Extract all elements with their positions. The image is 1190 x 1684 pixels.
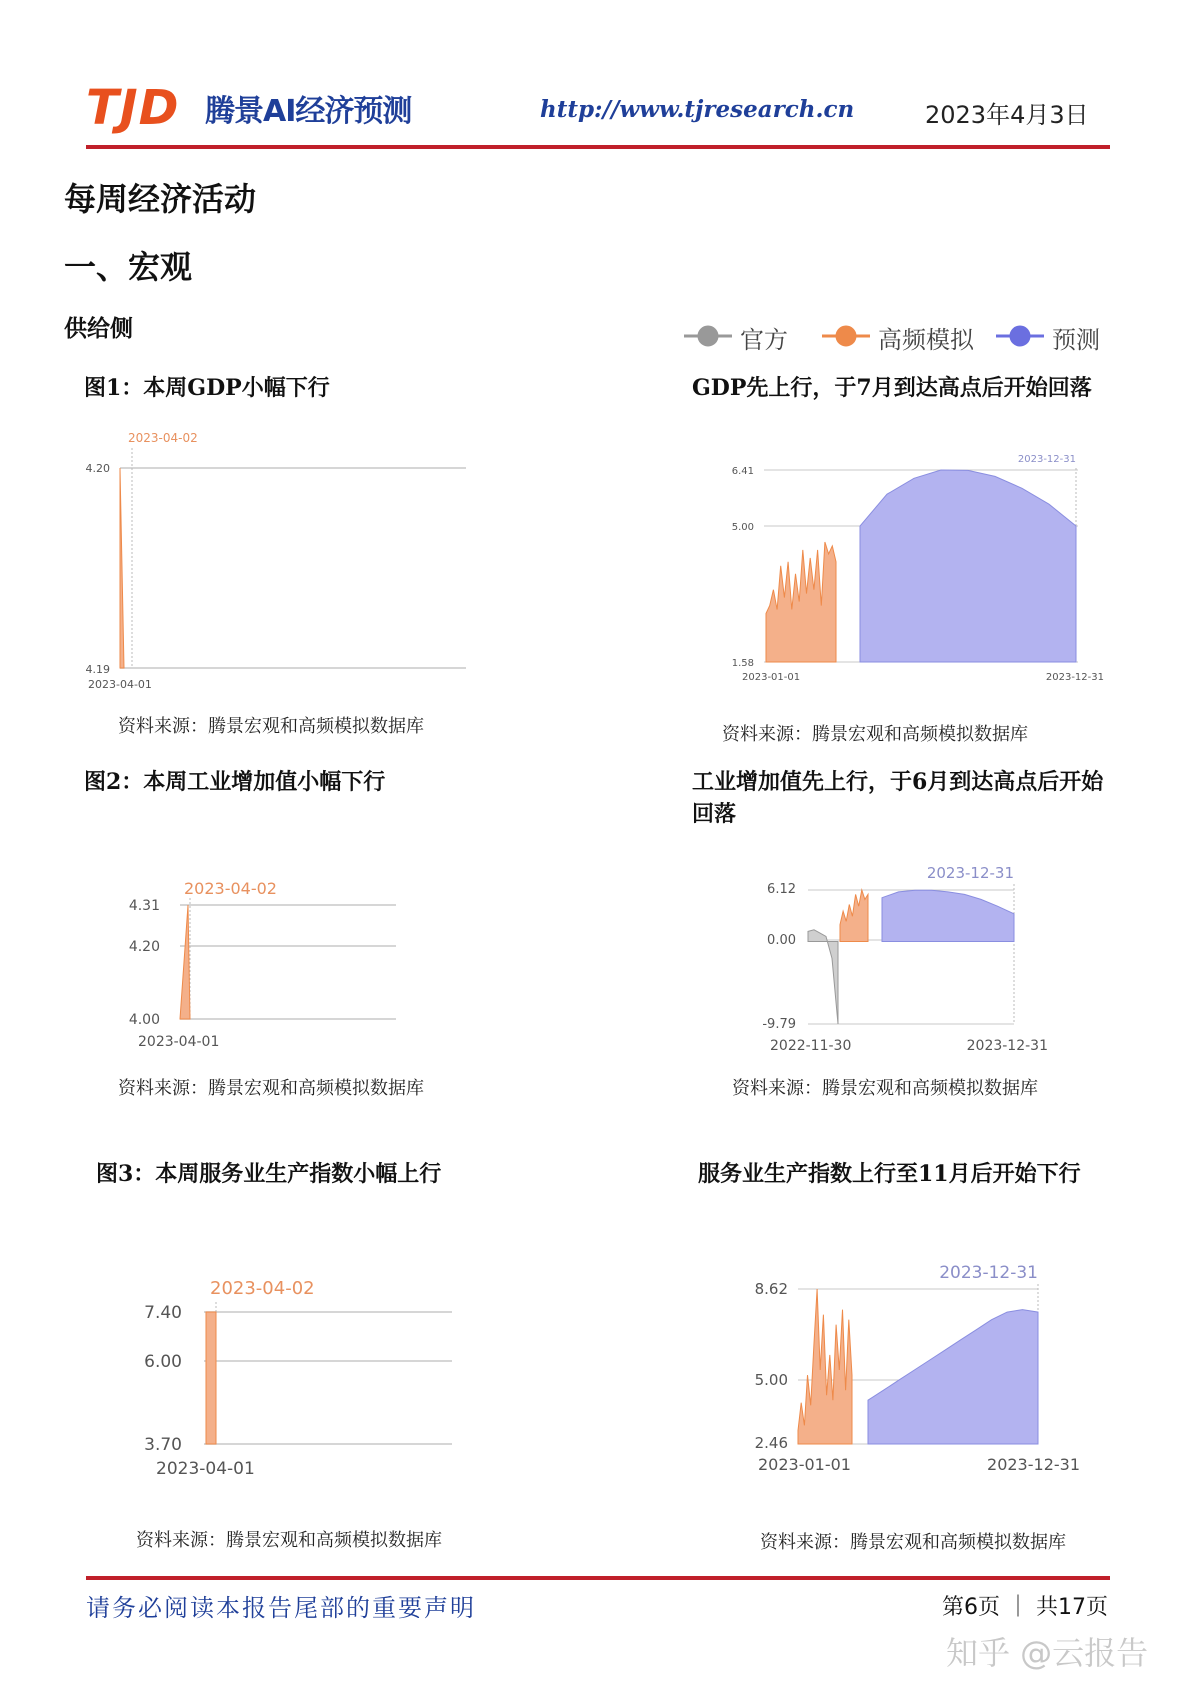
footer-divider <box>86 1576 1110 1580</box>
chart-3-ytick-top: 7.40 <box>144 1303 182 1323</box>
chart-1-xtick: 2023-04-01 <box>88 678 152 691</box>
chart-2-ytick-mid: 4.20 <box>128 939 160 955</box>
chart-2b-xtick-start: 2022-11-30 <box>770 1038 852 1054</box>
chart-2b-ytick-bottom: -9.79 <box>762 1017 796 1032</box>
chart-3-ytick-mid: 6.00 <box>144 1352 182 1372</box>
chart-2b-area-forecast <box>882 890 1014 941</box>
figure-2b-source: 资料来源：腾景宏观和高频模拟数据库 <box>732 1078 1038 1099</box>
chart-2b-marker-label: 2023-12-31 <box>926 864 1014 882</box>
chart-1b-area-highfreq <box>766 542 836 662</box>
chart-1b-xtick-start: 2023-01-01 <box>742 672 801 683</box>
figure-1b-source: 资料来源：腾景宏观和高频模拟数据库 <box>722 724 1028 745</box>
category-title: 供给侧 <box>64 315 133 342</box>
subsection-title: 一、宏观 <box>64 248 193 286</box>
chart-2b <box>752 860 1052 1060</box>
logo-tjd: TJD <box>86 80 180 136</box>
figure-2b-title: 工业增加值先上行，于6月到达高点后开始回落 <box>692 769 1104 827</box>
chart-2-area-highfreq <box>180 905 190 1019</box>
figure-2-title: 图2：本周工业增加值小幅下行 <box>84 769 386 795</box>
chart-2-ytick-bottom: 4.00 <box>128 1012 160 1028</box>
legend-label-highfreq: 高频模拟 <box>878 326 974 354</box>
legend-official-marker-icon <box>682 324 734 348</box>
legend-forecast-marker-icon <box>994 324 1046 348</box>
chart-1 <box>66 420 486 700</box>
header-divider <box>86 145 1110 149</box>
chart-3-area-highfreq <box>206 1312 216 1444</box>
chart-3-marker-label: 2023-04-02 <box>210 1278 315 1299</box>
chart-3b-ytick-top: 8.62 <box>754 1280 788 1298</box>
chart-1b-marker-label: 2023-12-31 <box>1017 454 1076 465</box>
legend-highfreq-marker-icon <box>820 324 872 348</box>
chart-2-xtick: 2023-04-01 <box>138 1034 220 1050</box>
chart-2-ytick-top: 4.31 <box>128 898 160 914</box>
chart-2 <box>110 870 410 1060</box>
figure-1-source: 资料来源：腾景宏观和高频模拟数据库 <box>118 716 424 737</box>
chart-3-xtick: 2023-04-01 <box>156 1459 255 1479</box>
chart-1-ytick-top: 4.20 <box>85 462 110 475</box>
figure-3-title: 图3：本周服务业生产指数小幅上行 <box>96 1161 442 1187</box>
chart-1-ytick-bottom: 4.19 <box>85 663 110 676</box>
chart-3b-marker-label: 2023-12-31 <box>939 1263 1038 1283</box>
chart-3b <box>748 1256 1098 1486</box>
chart-1b-ytick-top: 6.41 <box>731 466 754 477</box>
chart-2b-xtick-end: 2023-12-31 <box>966 1038 1048 1054</box>
chart-1-marker-label: 2023-04-02 <box>128 431 198 445</box>
chart-2b-ytick-mid: 0.00 <box>767 933 796 948</box>
footer-disclaimer: 请务必阅读本报告尾部的重要声明 <box>86 1594 476 1622</box>
figure-3-source: 资料来源：腾景宏观和高频模拟数据库 <box>136 1530 442 1551</box>
legend-label-forecast: 预测 <box>1052 326 1100 354</box>
figure-3b-title: 服务业生产指数上行至11月后开始下行 <box>698 1161 1081 1187</box>
chart-1b-xtick-end: 2023-12-31 <box>1045 672 1104 683</box>
chart-3b-area-highfreq <box>798 1289 852 1444</box>
footer-page-number: 第6页 ｜ 共17页 <box>942 1595 1108 1620</box>
header-date: 2023年4月3日 <box>925 101 1089 129</box>
chart-1-area-highfreq <box>120 468 124 668</box>
logo-title: 腾景AI经济预测 <box>205 94 412 129</box>
legend-label-official: 官方 <box>740 326 788 354</box>
chart-1b-area-forecast <box>860 470 1076 662</box>
chart-1b-ytick-bottom: 1.58 <box>731 658 754 669</box>
chart-1b <box>712 446 1112 686</box>
chart-2b-area-highfreq <box>840 890 868 942</box>
chart-2b-area-official <box>808 930 838 1024</box>
figure-2-source: 资料来源：腾景宏观和高频模拟数据库 <box>118 1078 424 1099</box>
chart-1b-ytick-mid: 5.00 <box>731 522 754 533</box>
chart-3b-ytick-mid: 5.00 <box>754 1371 788 1389</box>
chart-3b-area-forecast <box>868 1310 1038 1444</box>
chart-3-ytick-bottom: 3.70 <box>144 1435 182 1455</box>
section-title: 每周经济活动 <box>64 180 257 218</box>
chart-3 <box>132 1270 472 1490</box>
chart-3b-xtick-start: 2023-01-01 <box>758 1455 851 1474</box>
chart-3b-ytick-bottom: 2.46 <box>754 1434 788 1452</box>
figure-1-title: 图1：本周GDP小幅下行 <box>84 375 330 401</box>
chart-3b-xtick-end: 2023-12-31 <box>987 1455 1080 1474</box>
chart-2-marker-label: 2023-04-02 <box>184 879 277 898</box>
watermark: 知乎 @云报告 <box>946 1634 1149 1672</box>
figure-3b-source: 资料来源：腾景宏观和高频模拟数据库 <box>760 1532 1066 1553</box>
header-url[interactable]: http://www.tjresearch.cn <box>540 96 855 123</box>
figure-1b-title: GDP先上行，于7月到达高点后开始回落 <box>692 375 1092 401</box>
chart-2b-ytick-top: 6.12 <box>767 882 796 897</box>
